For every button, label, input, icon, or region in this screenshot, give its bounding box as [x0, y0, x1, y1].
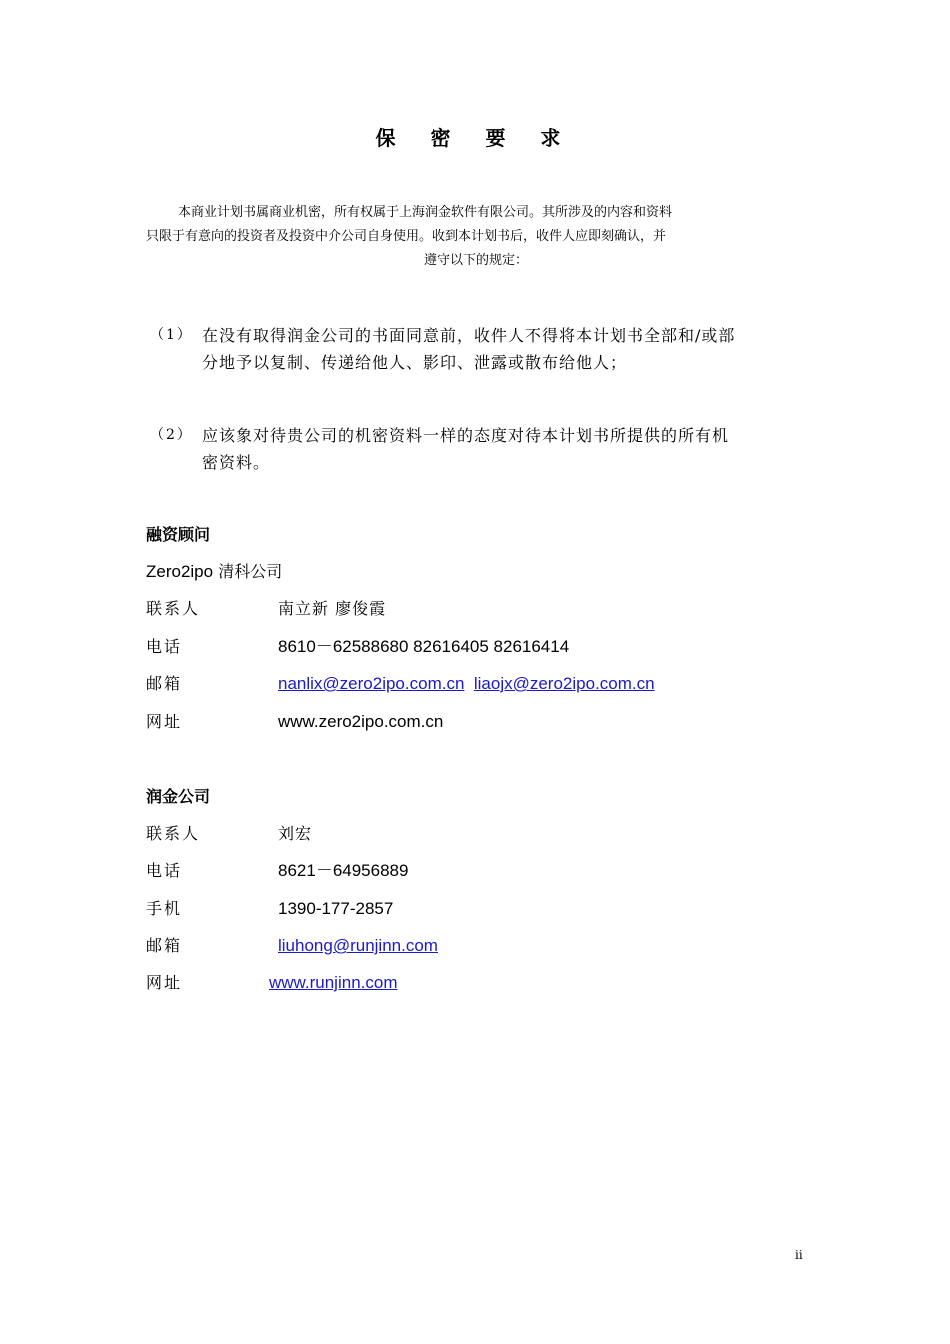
- web-link-runjinn[interactable]: www.runjinn.com: [269, 973, 398, 992]
- web-label: 网址: [146, 973, 183, 992]
- email-values: [278, 934, 438, 958]
- phone-label: 电话: [146, 861, 183, 880]
- advisor-email-row: [146, 672, 655, 696]
- contact-label: 联系人: [146, 824, 201, 843]
- rule-text-line-1: 在没有取得润金公司的书面同意前，收件人不得将本计划书全部和/或部: [202, 326, 736, 345]
- web-values: [269, 971, 398, 995]
- advisor-contact-row: [146, 597, 387, 621]
- rule-text-line-2: 密资料。: [202, 453, 271, 472]
- advisor-heading: 融资顾问: [146, 525, 211, 544]
- phone-label: 电话: [146, 637, 183, 656]
- email-values: [278, 672, 655, 696]
- rule-item-2: [150, 422, 806, 476]
- runjin-mobile-row: [146, 897, 394, 921]
- advisor-company: [146, 560, 282, 584]
- rule-number: （2）: [150, 427, 193, 443]
- email-label: 邮箱: [146, 936, 183, 955]
- email-link-liaojx[interactable]: liaojx@zero2ipo.com.cn: [473, 674, 655, 693]
- intro-paragraph: [146, 201, 806, 273]
- advisor-phone-row: [146, 635, 570, 659]
- rule-text: [202, 322, 806, 376]
- web-value: www.zero2ipo.com.cn: [278, 712, 444, 731]
- rule-text-line-2: 分地予以复制、传递给他人、影印、泄露或散布给他人；: [202, 353, 628, 372]
- phone-value: 8621－64956889: [278, 861, 409, 880]
- advisor-company-en: Zero2ipo: [146, 562, 214, 581]
- contact-value: 刘宏: [278, 824, 313, 843]
- rule-text-line-1: 应该象对待贵公司的机密资料一样的态度对待本计划书所提供的所有机: [202, 426, 730, 445]
- email-link-nanlix[interactable]: nanlix@zero2ipo.com.cn: [278, 674, 465, 693]
- advisor-company-cn: 清科公司: [218, 562, 283, 581]
- runjin-heading: 润金公司: [146, 787, 211, 806]
- rule-item-1: [150, 322, 806, 376]
- web-label: 网址: [146, 712, 183, 731]
- contact-label: 联系人: [146, 599, 201, 618]
- mobile-label: 手机: [146, 899, 183, 918]
- rule-number: （1）: [150, 327, 193, 343]
- runjin-phone-row: [146, 859, 409, 883]
- runjin-web-row: [146, 971, 398, 995]
- intro-line-2: 只限于有意向的投资者及投资中介公司自身使用。收到本计划书后，收件人应即刻确认，并: [146, 229, 667, 244]
- page-title: 保 密 要 求: [375, 126, 575, 150]
- rule-text: [202, 422, 806, 476]
- intro-line-1: 本商业计划书属商业机密，所有权属于上海润金软件有限公司。其所涉及的内容和资料: [178, 205, 673, 220]
- advisor-web-row: [146, 710, 444, 734]
- runjin-email-row: [146, 934, 438, 958]
- runjin-contact-row: [146, 822, 313, 846]
- mobile-value: 1390-177-2857: [278, 899, 394, 918]
- page-number: ii: [795, 1248, 803, 1262]
- phone-value: 8610－62588680 82616405 82616414: [278, 637, 570, 656]
- email-label: 邮箱: [146, 674, 183, 693]
- email-link-liuhong[interactable]: liuhong@runjinn.com: [278, 936, 438, 955]
- intro-line-3: 遵守以下的规定：: [423, 253, 528, 268]
- contact-value: 南立新 廖俊霞: [278, 599, 387, 618]
